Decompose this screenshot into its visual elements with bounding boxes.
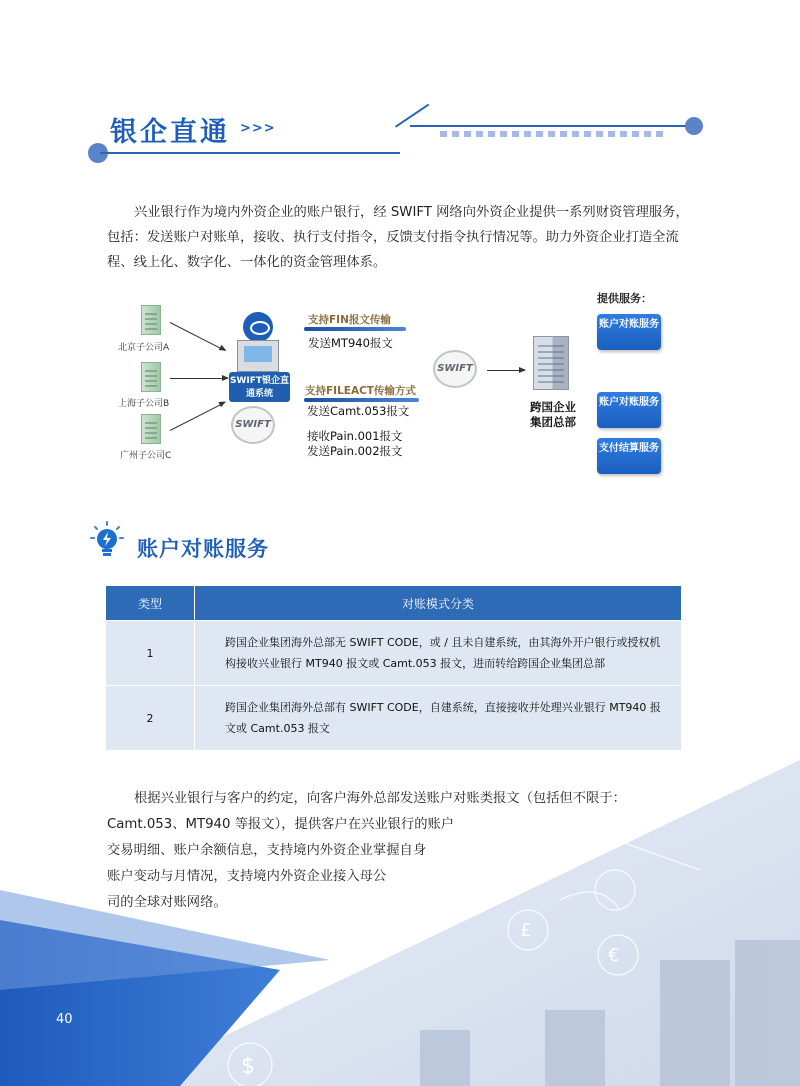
fin-text: 发送MT940报文 <box>308 336 393 350</box>
table-cell-type: 1 <box>106 621 195 686</box>
header-rule <box>100 152 400 154</box>
table-cell-desc: 跨国企业集团海外总部有 SWIFT CODE，自建系统，直接接收并处理兴业银行 MT940 报文或 Camt.053 报文 <box>195 686 682 751</box>
fin-heading: 支持FIN报文传输 <box>308 314 391 326</box>
description-line: Camt.053、MT940 等报文），提供客户在兴业银行的账户 <box>107 817 455 832</box>
svg-text:€: € <box>608 945 620 966</box>
building-icon <box>141 414 161 444</box>
headquarters-building-icon <box>533 336 569 390</box>
intro-paragraph <box>107 200 695 275</box>
system-label: SWIFT银企直通系统 <box>229 372 290 402</box>
table-cell-desc: 跨国企业集团海外总部无 SWIFT CODE，或 / 且未自建系统，由其海外开户银行或授权机构接收兴业银行 MT940 报文或 Camt.053 报文，进而转给跨国企业集团总部 <box>195 621 682 686</box>
svg-text:$: $ <box>241 1054 255 1079</box>
flow-arrow <box>170 322 226 351</box>
section-title: 账户对账服务 <box>137 537 269 561</box>
flow-arrow <box>487 370 525 371</box>
header-rule-upper <box>410 125 695 127</box>
description-line: 交易明细、账户余额信息，支持境内外资企业掌握自身 <box>107 843 427 858</box>
fileact-bar <box>304 398 419 402</box>
table-header-mode: 对账模式分类 <box>195 586 682 621</box>
fileact-line: 发送Pain.002报文 <box>307 444 403 458</box>
page-title: 银企直通 <box>110 117 230 148</box>
table-row <box>106 686 682 751</box>
description-line: 司的全球对账网络。 <box>107 895 227 910</box>
swift-globe-icon <box>433 350 477 388</box>
fin-bar <box>304 327 406 331</box>
lightbulb-icon <box>90 520 124 558</box>
building-icon <box>141 305 161 335</box>
hq-label: 跨国企业集团总部 <box>530 400 576 429</box>
flow-arrow <box>170 378 228 379</box>
table-row <box>106 621 682 686</box>
computer-icon <box>237 340 279 372</box>
flow-arrow <box>170 402 226 431</box>
company-label: 广州子公司C <box>120 451 172 461</box>
fileact-line: 接收Pain.001报文 <box>307 429 403 443</box>
service-description <box>107 786 707 916</box>
building-icon <box>141 362 161 392</box>
header-dash-pattern <box>440 131 665 137</box>
svg-text:£: £ <box>520 920 532 941</box>
description-line-text: 根据兴业银行与客户的约定，向客户海外总部发送账户对账类报文（包括但不限于： <box>134 791 626 806</box>
table-header-type: 类型 <box>106 586 195 621</box>
swift-label: SWIFT <box>235 419 271 430</box>
page-number: 40 <box>56 1012 73 1027</box>
services-title: 提供服务： <box>597 292 652 305</box>
table-cell-type: 2 <box>106 686 195 751</box>
table-header-row <box>106 586 682 621</box>
fileact-line: 发送Camt.053报文 <box>307 404 410 418</box>
reconciliation-table <box>106 586 682 750</box>
company-label: 上海子公司B <box>118 399 170 409</box>
description-line: 账户变动与月情况，支持境内外资企业接入母公 <box>107 869 387 884</box>
service-badge: 账户对账服务 <box>597 314 661 350</box>
swift-label: SWIFT <box>437 363 473 374</box>
fileact-heading: 支持FILEACT传输方式 <box>305 385 416 397</box>
bank-logo-icon <box>243 312 273 342</box>
header-dot-right <box>685 117 703 135</box>
company-label: 北京子公司A <box>118 343 170 353</box>
intro-text: 兴业银行作为境内外资企业的账户银行，经 SWIFT 网络向外资企业提供一系列财资管理服务，包括：发送账户对账单，接收、执行支付指令，反馈支付指令执行情况等。助力外资企业打造全流程、线上化、数字化、一体化的资金管理体系。 <box>107 205 689 270</box>
description-line <box>107 786 707 812</box>
service-badge: 支付结算服务 <box>597 438 661 474</box>
service-badge: 账户对账服务 <box>597 392 661 428</box>
swift-globe-icon <box>231 406 275 444</box>
title-arrows: >>> <box>240 121 276 136</box>
